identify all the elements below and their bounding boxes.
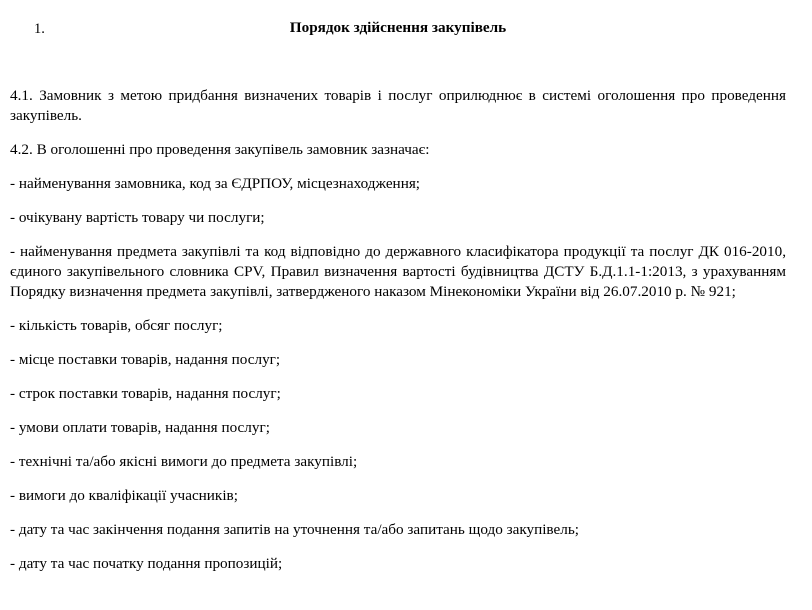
list-item: - місце поставки товарів, надання послуг;	[10, 351, 281, 368]
list-item: - найменування предмета закупівлі та код відповідно до державного класифікатора продукції та послуг ДК 016-2010, єдиного закупівельного словника CPV, Правил визначення вартості будівництва ДСТУ Б.Д.1.1-1:2013, з урахуванням Порядку визначення предмета закупівлі, затвердженого наказом Мінекономіки України від 26.07.2010 р. № 921;	[10, 243, 786, 300]
paragraph-4-2: 4.2. В оголошенні про проведення закупівель замовник зазначає:	[10, 141, 430, 158]
list-item: - умови оплати товарів, надання послуг;	[10, 419, 270, 436]
list-item: - кількість товарів, обсяг послуг;	[10, 317, 223, 334]
document-page	[10, 0, 786, 574]
list-item: - вимоги до кваліфікації учасників;	[10, 487, 238, 504]
section-title: Порядок здійснення закупівель	[289, 19, 507, 36]
list-item: - очікувану вартість товару чи послуги;	[10, 209, 265, 226]
list-item: - строк поставки товарів, надання послуг;	[10, 385, 281, 402]
list-item: - найменування замовника, код за ЄДРПОУ, місцезнаходження;	[10, 175, 421, 192]
section-number: 1.	[34, 21, 45, 37]
list-item: - дату та час початку подання пропозицій;	[10, 555, 283, 572]
list-item: - технічні та/або якісні вимоги до предмета закупівлі;	[10, 453, 358, 470]
section-heading	[10, 0, 786, 58]
list-item: - дату та час закінчення подання запитів на уточнення та/або запитань щодо закупівель;	[10, 521, 579, 538]
paragraph-4-1: 4.1. Замовник з метою придбання визначених товарів і послуг оприлюднює в системі оголошення про проведення закупівель.	[10, 87, 786, 124]
